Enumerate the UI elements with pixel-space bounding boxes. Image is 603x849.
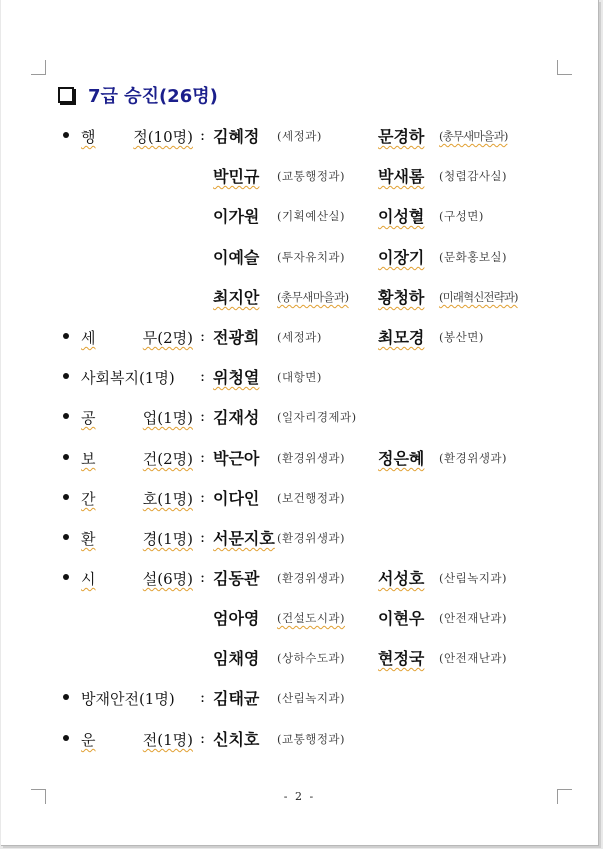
crop-mark-top-left — [31, 60, 46, 75]
person-name: 황청하 — [378, 288, 425, 307]
category-label — [81, 488, 193, 509]
page-number: - 2 - — [283, 790, 316, 803]
category-label-part: 행 — [81, 128, 96, 146]
list-item — [1, 566, 598, 590]
department-label: (상하수도과) — [277, 651, 346, 665]
person-name: 엄아영 — [213, 609, 260, 628]
category-label-part: 호(1명) — [142, 490, 193, 508]
department-label: (구성면) — [439, 209, 484, 223]
colon-separator: : — [200, 126, 206, 144]
category-label-part: 건(2명) — [142, 450, 193, 468]
category-label — [81, 568, 193, 589]
department-label: (문화홍보실) — [439, 250, 508, 264]
list-item — [1, 526, 598, 550]
department-label: (일자리경제과) — [277, 410, 357, 424]
person-name: 신치호 — [213, 730, 260, 749]
list-item — [1, 124, 598, 148]
department-label: (건설도시과) — [277, 611, 346, 625]
bullet-icon — [63, 454, 69, 460]
department-label: (산림녹지과) — [439, 571, 508, 585]
category-label-part: 운 — [81, 731, 96, 749]
list-item — [1, 405, 598, 429]
list-item — [1, 606, 598, 630]
department-label: (보건행정과) — [277, 491, 346, 505]
department-label: (청렴감사실) — [439, 169, 508, 183]
list-item — [1, 164, 598, 188]
bullet-icon — [63, 694, 69, 700]
list-item — [1, 245, 598, 269]
department-label: (환경위생과) — [277, 571, 346, 585]
department-label: (봉산면) — [439, 330, 484, 344]
category-label-part: 환 — [81, 530, 96, 548]
list-item — [1, 727, 598, 751]
colon-separator: : — [200, 448, 206, 466]
category-label — [81, 688, 193, 709]
bullet-icon — [63, 534, 69, 540]
category-label-part: 경(1명) — [142, 530, 193, 548]
department-label: (대항면) — [277, 370, 322, 384]
category-label-part: 공 — [81, 409, 96, 427]
category-label — [81, 729, 193, 750]
category-label-part: 정(10명) — [133, 128, 193, 146]
person-name: 이장기 — [378, 248, 425, 267]
person-name: 박근아 — [213, 449, 260, 468]
department-label: (총무새마을과) — [277, 290, 349, 304]
colon-separator: : — [200, 528, 206, 546]
bullet-icon — [63, 333, 69, 339]
department-label: (투자유치과) — [277, 250, 346, 264]
person-name: 박새롬 — [378, 167, 425, 186]
category-label — [81, 407, 193, 428]
person-name: 임채영 — [213, 649, 260, 668]
crop-mark-top-right — [557, 60, 572, 75]
category-label-part: 전(1명) — [142, 731, 193, 749]
department-label: (환경위생과) — [277, 451, 346, 465]
person-name: 최모경 — [378, 328, 425, 347]
colon-separator: : — [200, 327, 206, 345]
category-label-part: 보 — [81, 450, 96, 468]
person-name: 이성혈 — [378, 207, 425, 226]
colon-separator: : — [200, 568, 206, 586]
person-name: 위청열 — [213, 368, 260, 387]
department-label: (총무새마을과) — [439, 129, 508, 143]
department-label: (기획예산실) — [277, 209, 346, 223]
list-item — [1, 446, 598, 470]
list-item — [1, 365, 598, 389]
category-label-part: 업(1명) — [142, 409, 193, 427]
bullet-icon — [63, 494, 69, 500]
category-label-part: 간 — [81, 490, 96, 508]
colon-separator: : — [200, 367, 206, 385]
person-name: 서성호 — [378, 569, 425, 588]
document-page — [1, 0, 599, 846]
list-item — [1, 486, 598, 510]
person-name: 문경하 — [378, 127, 425, 146]
list-item — [1, 686, 598, 710]
category-label — [81, 448, 193, 469]
category-label — [81, 528, 193, 549]
bullet-icon — [63, 574, 69, 580]
bullet-icon — [63, 735, 69, 741]
checkbox-square-icon — [58, 87, 74, 103]
department-label: (환경위생과) — [277, 531, 346, 545]
person-name: 이가원 — [213, 207, 260, 226]
department-label: (교통행정과) — [277, 732, 346, 746]
department-label: (안전재난과) — [439, 651, 508, 665]
section-title: 7급 승진(26명) — [88, 86, 218, 107]
category-label — [81, 126, 193, 147]
department-label: (세정과) — [277, 129, 322, 143]
person-name: 서문지호 — [213, 529, 275, 548]
bullet-icon — [63, 132, 69, 138]
department-label: (미래혁신전략과) — [439, 290, 518, 304]
department-label: (교통행정과) — [277, 169, 346, 183]
bullet-icon — [63, 413, 69, 419]
category-label-part: 무(2명) — [142, 329, 193, 347]
colon-separator: : — [200, 488, 206, 506]
person-name: 이현우 — [378, 609, 425, 628]
person-name: 정은혜 — [378, 449, 425, 468]
person-name: 김동관 — [213, 569, 260, 588]
list-item — [1, 285, 598, 309]
person-name: 이예슬 — [213, 248, 260, 267]
department-label: (환경위생과) — [439, 451, 508, 465]
category-label — [81, 367, 193, 388]
category-label — [81, 327, 193, 348]
section-heading — [58, 83, 218, 107]
department-label: (안전재난과) — [439, 611, 508, 625]
colon-separator: : — [200, 729, 206, 747]
person-name: 김재성 — [213, 408, 260, 427]
category-label-part: 시 — [81, 570, 96, 588]
category-label-part: 세 — [81, 329, 96, 347]
person-name: 이다인 — [213, 489, 260, 508]
department-label: (세정과) — [277, 330, 322, 344]
person-name: 최지안 — [213, 288, 260, 307]
colon-separator: : — [200, 407, 206, 425]
category-label-part: 설(6명) — [142, 570, 193, 588]
list-item — [1, 646, 598, 670]
category-label-part: 방재안전(1명) — [81, 690, 175, 708]
person-name: 현정국 — [378, 649, 425, 668]
person-name: 김태균 — [213, 689, 260, 708]
category-label-part: 사회복지(1명) — [81, 369, 175, 387]
list-item — [1, 204, 598, 228]
list-item — [1, 325, 598, 349]
person-name: 박민규 — [213, 167, 260, 186]
person-name: 전광희 — [213, 328, 260, 347]
bullet-icon — [63, 373, 69, 379]
colon-separator: : — [200, 688, 206, 706]
person-name: 김혜정 — [213, 127, 260, 146]
department-label: (산림녹지과) — [277, 691, 346, 705]
